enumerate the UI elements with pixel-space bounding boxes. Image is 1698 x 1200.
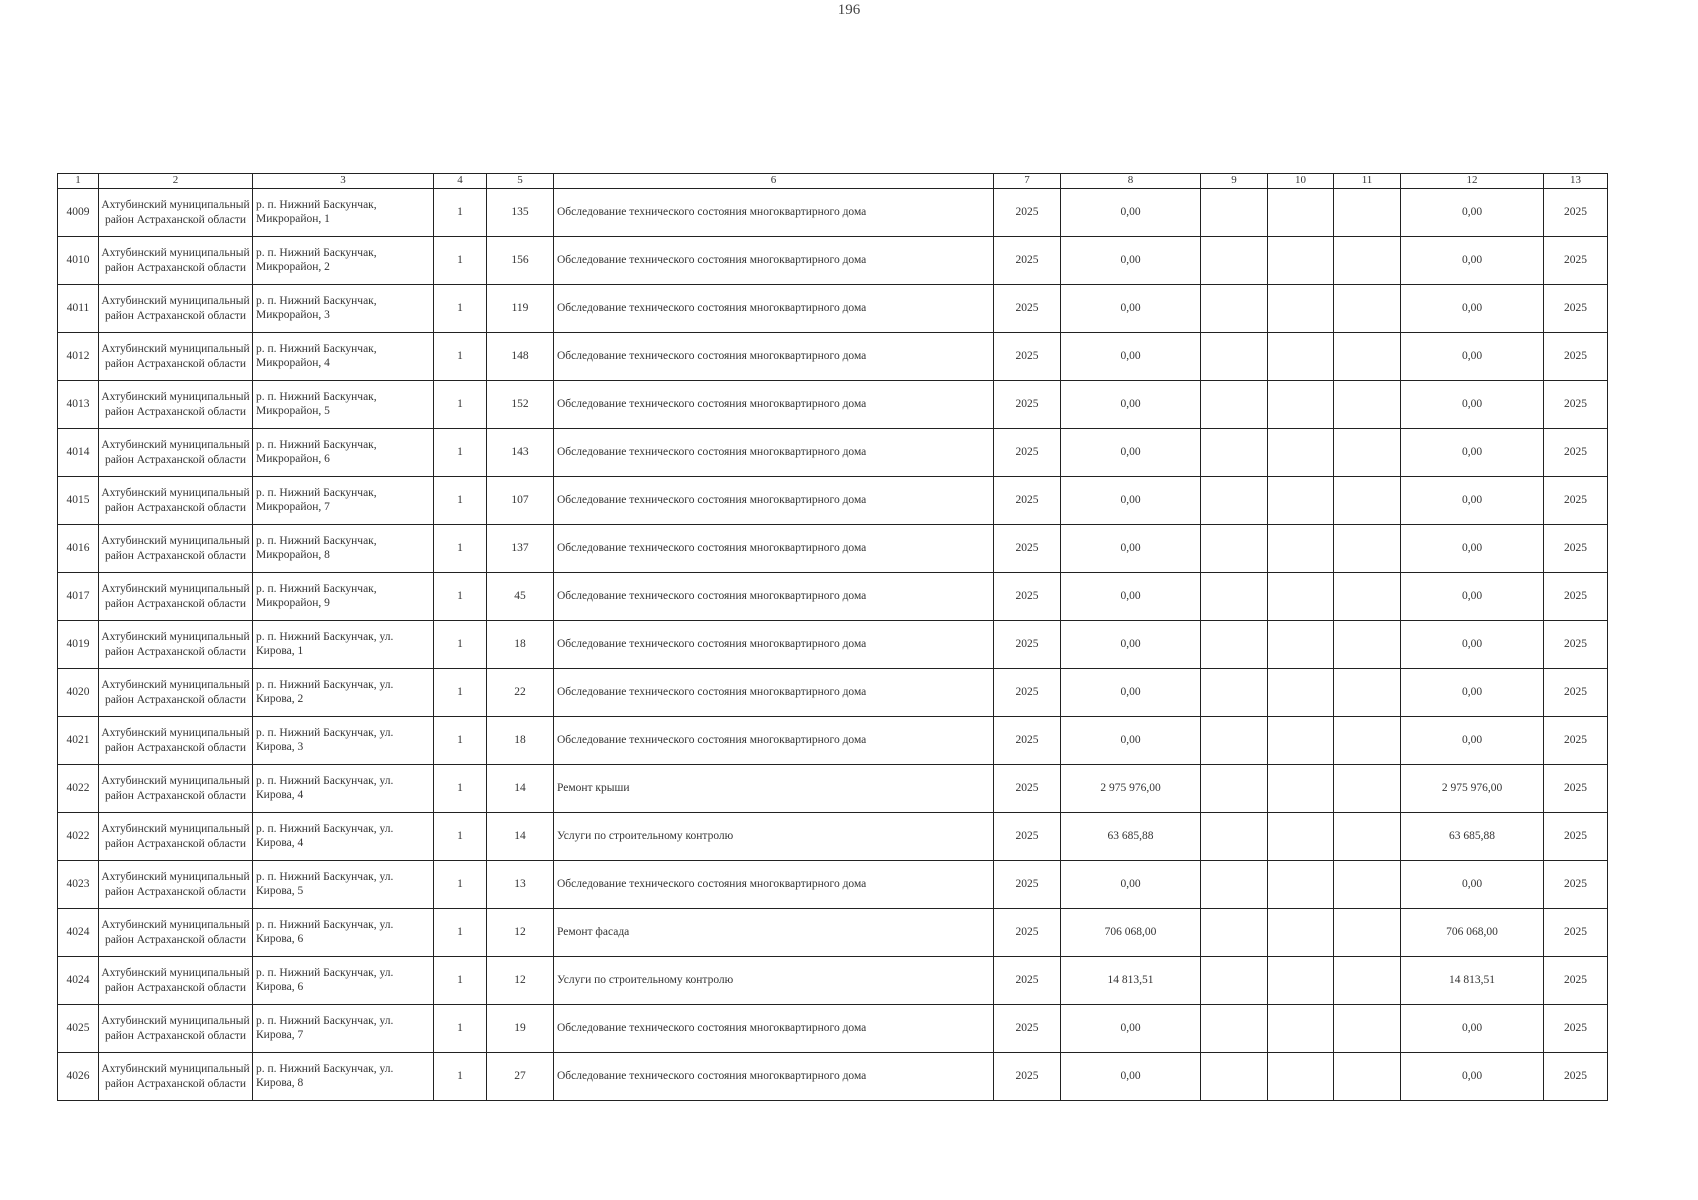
table-row <box>58 669 1608 717</box>
municipality-cell: Ахтубинский муниципальный район Астраханской области <box>99 573 253 621</box>
row-id-cell: 4010 <box>58 237 99 285</box>
column-13-cell: 2025 <box>1544 621 1608 669</box>
address-cell: р. п. Нижний Баскунчак, ул. Кирова, 4 <box>253 813 434 861</box>
column-number-header: 9 <box>1201 174 1268 189</box>
column-12-cell: 0,00 <box>1401 429 1544 477</box>
address-cell: р. п. Нижний Баскунчак, ул. Кирова, 4 <box>253 765 434 813</box>
year-cell: 2025 <box>994 573 1061 621</box>
year-cell: 2025 <box>994 237 1061 285</box>
column-9-cell <box>1201 525 1268 573</box>
work-type-cell: Обследование технического состояния многоквартирного дома <box>554 333 994 381</box>
work-type-cell: Обследование технического состояния многоквартирного дома <box>554 573 994 621</box>
column-12-cell: 0,00 <box>1401 189 1544 237</box>
row-id-cell: 4017 <box>58 573 99 621</box>
municipality-cell: Ахтубинский муниципальный район Астраханской области <box>99 957 253 1005</box>
address-cell: р. п. Нижний Баскунчак, Микрорайон, 1 <box>253 189 434 237</box>
column-number-header: 4 <box>434 174 487 189</box>
column-4-cell: 1 <box>434 429 487 477</box>
municipality-cell: Ахтубинский муниципальный район Астраханской области <box>99 669 253 717</box>
column-number-row <box>58 174 1608 189</box>
table-row <box>58 333 1608 381</box>
column-5-cell: 22 <box>487 669 554 717</box>
column-9-cell <box>1201 957 1268 1005</box>
cost-cell: 0,00 <box>1061 525 1201 573</box>
year-cell: 2025 <box>994 717 1061 765</box>
table-row <box>58 621 1608 669</box>
work-type-cell: Обследование технического состояния многоквартирного дома <box>554 861 994 909</box>
column-11-cell <box>1334 237 1401 285</box>
column-11-cell <box>1334 1005 1401 1053</box>
row-id-cell: 4011 <box>58 285 99 333</box>
column-11-cell <box>1334 573 1401 621</box>
table-row <box>58 909 1608 957</box>
column-4-cell: 1 <box>434 1005 487 1053</box>
column-4-cell: 1 <box>434 765 487 813</box>
column-10-cell <box>1268 237 1334 285</box>
year-cell: 2025 <box>994 285 1061 333</box>
municipality-cell: Ахтубинский муниципальный район Астраханской области <box>99 717 253 765</box>
address-cell: р. п. Нижний Баскунчак, Микрорайон, 3 <box>253 285 434 333</box>
year-cell: 2025 <box>994 189 1061 237</box>
municipality-cell: Ахтубинский муниципальный район Астраханской области <box>99 525 253 573</box>
column-11-cell <box>1334 1053 1401 1101</box>
cost-cell: 0,00 <box>1061 1053 1201 1101</box>
work-type-cell: Обследование технического состояния многоквартирного дома <box>554 669 994 717</box>
column-9-cell <box>1201 333 1268 381</box>
column-9-cell <box>1201 717 1268 765</box>
column-12-cell: 0,00 <box>1401 1053 1544 1101</box>
column-10-cell <box>1268 189 1334 237</box>
year-cell: 2025 <box>994 957 1061 1005</box>
municipality-cell: Ахтубинский муниципальный район Астраханской области <box>99 1053 253 1101</box>
column-5-cell: 12 <box>487 909 554 957</box>
column-13-cell: 2025 <box>1544 717 1608 765</box>
column-11-cell <box>1334 909 1401 957</box>
year-cell: 2025 <box>994 381 1061 429</box>
column-4-cell: 1 <box>434 861 487 909</box>
table-row <box>58 765 1608 813</box>
row-id-cell: 4016 <box>58 525 99 573</box>
work-type-cell: Обследование технического состояния многоквартирного дома <box>554 1005 994 1053</box>
address-cell: р. п. Нижний Баскунчак, ул. Кирова, 5 <box>253 861 434 909</box>
cost-cell: 0,00 <box>1061 429 1201 477</box>
address-cell: р. п. Нижний Баскунчак, ул. Кирова, 6 <box>253 957 434 1005</box>
column-12-cell: 706 068,00 <box>1401 909 1544 957</box>
column-11-cell <box>1334 765 1401 813</box>
column-11-cell <box>1334 333 1401 381</box>
work-type-cell: Обследование технического состояния многоквартирного дома <box>554 429 994 477</box>
column-9-cell <box>1201 621 1268 669</box>
column-5-cell: 135 <box>487 189 554 237</box>
address-cell: р. п. Нижний Баскунчак, ул. Кирова, 7 <box>253 1005 434 1053</box>
column-12-cell: 0,00 <box>1401 285 1544 333</box>
column-11-cell <box>1334 525 1401 573</box>
column-9-cell <box>1201 1005 1268 1053</box>
work-type-cell: Обследование технического состояния многоквартирного дома <box>554 285 994 333</box>
column-11-cell <box>1334 621 1401 669</box>
column-9-cell <box>1201 381 1268 429</box>
column-12-cell: 0,00 <box>1401 381 1544 429</box>
column-10-cell <box>1268 429 1334 477</box>
row-id-cell: 4020 <box>58 669 99 717</box>
column-10-cell <box>1268 909 1334 957</box>
column-13-cell: 2025 <box>1544 333 1608 381</box>
row-id-cell: 4012 <box>58 333 99 381</box>
table-row <box>58 861 1608 909</box>
column-11-cell <box>1334 285 1401 333</box>
column-11-cell <box>1334 477 1401 525</box>
column-9-cell <box>1201 861 1268 909</box>
column-number-header: 6 <box>554 174 994 189</box>
year-cell: 2025 <box>994 477 1061 525</box>
column-4-cell: 1 <box>434 477 487 525</box>
column-12-cell: 0,00 <box>1401 573 1544 621</box>
column-13-cell: 2025 <box>1544 189 1608 237</box>
column-5-cell: 156 <box>487 237 554 285</box>
column-4-cell: 1 <box>434 285 487 333</box>
table-row <box>58 477 1608 525</box>
address-cell: р. п. Нижний Баскунчак, ул. Кирова, 8 <box>253 1053 434 1101</box>
year-cell: 2025 <box>994 429 1061 477</box>
column-number-header: 11 <box>1334 174 1401 189</box>
cost-cell: 706 068,00 <box>1061 909 1201 957</box>
column-10-cell <box>1268 525 1334 573</box>
year-cell: 2025 <box>994 669 1061 717</box>
table-row <box>58 573 1608 621</box>
address-cell: р. п. Нижний Баскунчак, Микрорайон, 7 <box>253 477 434 525</box>
row-id-cell: 4022 <box>58 765 99 813</box>
municipality-cell: Ахтубинский муниципальный район Астраханской области <box>99 813 253 861</box>
year-cell: 2025 <box>994 1053 1061 1101</box>
column-9-cell <box>1201 909 1268 957</box>
column-10-cell <box>1268 861 1334 909</box>
cost-cell: 0,00 <box>1061 237 1201 285</box>
column-11-cell <box>1334 717 1401 765</box>
column-12-cell: 0,00 <box>1401 621 1544 669</box>
column-9-cell <box>1201 477 1268 525</box>
column-5-cell: 45 <box>487 573 554 621</box>
column-13-cell: 2025 <box>1544 477 1608 525</box>
column-5-cell: 119 <box>487 285 554 333</box>
column-10-cell <box>1268 285 1334 333</box>
table-row <box>58 1053 1608 1101</box>
cost-cell: 0,00 <box>1061 717 1201 765</box>
column-13-cell: 2025 <box>1544 957 1608 1005</box>
column-9-cell <box>1201 1053 1268 1101</box>
table-row <box>58 237 1608 285</box>
column-5-cell: 18 <box>487 717 554 765</box>
row-id-cell: 4024 <box>58 957 99 1005</box>
column-4-cell: 1 <box>434 189 487 237</box>
year-cell: 2025 <box>994 333 1061 381</box>
row-id-cell: 4009 <box>58 189 99 237</box>
municipality-cell: Ахтубинский муниципальный район Астраханской области <box>99 381 253 429</box>
municipality-cell: Ахтубинский муниципальный район Астраханской области <box>99 861 253 909</box>
column-number-header: 2 <box>99 174 253 189</box>
cost-cell: 2 975 976,00 <box>1061 765 1201 813</box>
year-cell: 2025 <box>994 621 1061 669</box>
column-number-header: 7 <box>994 174 1061 189</box>
address-cell: р. п. Нижний Баскунчак, Микрорайон, 6 <box>253 429 434 477</box>
address-cell: р. п. Нижний Баскунчак, Микрорайон, 2 <box>253 237 434 285</box>
cost-cell: 63 685,88 <box>1061 813 1201 861</box>
column-10-cell <box>1268 717 1334 765</box>
year-cell: 2025 <box>994 909 1061 957</box>
register-table <box>57 173 1608 1101</box>
column-12-cell: 0,00 <box>1401 525 1544 573</box>
municipality-cell: Ахтубинский муниципальный район Астраханской области <box>99 189 253 237</box>
column-4-cell: 1 <box>434 333 487 381</box>
cost-cell: 0,00 <box>1061 573 1201 621</box>
column-5-cell: 12 <box>487 957 554 1005</box>
column-4-cell: 1 <box>434 237 487 285</box>
year-cell: 2025 <box>994 1005 1061 1053</box>
municipality-cell: Ахтубинский муниципальный район Астраханской области <box>99 477 253 525</box>
table-row <box>58 957 1608 1005</box>
column-12-cell: 0,00 <box>1401 477 1544 525</box>
table-body <box>58 189 1608 1101</box>
column-5-cell: 14 <box>487 813 554 861</box>
column-4-cell: 1 <box>434 525 487 573</box>
column-11-cell <box>1334 957 1401 1005</box>
municipality-cell: Ахтубинский муниципальный район Астраханской области <box>99 621 253 669</box>
column-4-cell: 1 <box>434 621 487 669</box>
work-type-cell: Ремонт крыши <box>554 765 994 813</box>
column-5-cell: 27 <box>487 1053 554 1101</box>
column-12-cell: 0,00 <box>1401 1005 1544 1053</box>
column-13-cell: 2025 <box>1544 429 1608 477</box>
municipality-cell: Ахтубинский муниципальный район Астраханской области <box>99 333 253 381</box>
row-id-cell: 4019 <box>58 621 99 669</box>
column-11-cell <box>1334 813 1401 861</box>
work-type-cell: Обследование технического состояния многоквартирного дома <box>554 525 994 573</box>
column-10-cell <box>1268 477 1334 525</box>
column-13-cell: 2025 <box>1544 525 1608 573</box>
column-10-cell <box>1268 1053 1334 1101</box>
table-row <box>58 1005 1608 1053</box>
address-cell: р. п. Нижний Баскунчак, Микрорайон, 9 <box>253 573 434 621</box>
column-5-cell: 19 <box>487 1005 554 1053</box>
year-cell: 2025 <box>994 861 1061 909</box>
column-9-cell <box>1201 669 1268 717</box>
column-4-cell: 1 <box>434 957 487 1005</box>
column-5-cell: 107 <box>487 477 554 525</box>
municipality-cell: Ахтубинский муниципальный район Астраханской области <box>99 909 253 957</box>
cost-cell: 0,00 <box>1061 1005 1201 1053</box>
municipality-cell: Ахтубинский муниципальный район Астраханской области <box>99 1005 253 1053</box>
column-13-cell: 2025 <box>1544 861 1608 909</box>
column-10-cell <box>1268 381 1334 429</box>
column-12-cell: 2 975 976,00 <box>1401 765 1544 813</box>
column-9-cell <box>1201 237 1268 285</box>
address-cell: р. п. Нижний Баскунчак, ул. Кирова, 6 <box>253 909 434 957</box>
column-13-cell: 2025 <box>1544 909 1608 957</box>
table-row <box>58 717 1608 765</box>
column-4-cell: 1 <box>434 381 487 429</box>
column-13-cell: 2025 <box>1544 285 1608 333</box>
work-type-cell: Обследование технического состояния многоквартирного дома <box>554 1053 994 1101</box>
address-cell: р. п. Нижний Баскунчак, Микрорайон, 8 <box>253 525 434 573</box>
work-type-cell: Обследование технического состояния многоквартирного дома <box>554 381 994 429</box>
address-cell: р. п. Нижний Баскунчак, ул. Кирова, 1 <box>253 621 434 669</box>
table-row <box>58 813 1608 861</box>
work-type-cell: Обследование технического состояния многоквартирного дома <box>554 189 994 237</box>
column-5-cell: 14 <box>487 765 554 813</box>
column-4-cell: 1 <box>434 573 487 621</box>
column-5-cell: 137 <box>487 525 554 573</box>
column-5-cell: 143 <box>487 429 554 477</box>
column-12-cell: 0,00 <box>1401 669 1544 717</box>
column-13-cell: 2025 <box>1544 669 1608 717</box>
column-5-cell: 18 <box>487 621 554 669</box>
work-type-cell: Ремонт фасада <box>554 909 994 957</box>
row-id-cell: 4015 <box>58 477 99 525</box>
column-number-header: 12 <box>1401 174 1544 189</box>
column-number-header: 10 <box>1268 174 1334 189</box>
work-type-cell: Обследование технического состояния многоквартирного дома <box>554 477 994 525</box>
column-11-cell <box>1334 189 1401 237</box>
municipality-cell: Ахтубинский муниципальный район Астраханской области <box>99 285 253 333</box>
column-9-cell <box>1201 285 1268 333</box>
column-12-cell: 0,00 <box>1401 717 1544 765</box>
column-13-cell: 2025 <box>1544 1053 1608 1101</box>
column-11-cell <box>1334 861 1401 909</box>
row-id-cell: 4013 <box>58 381 99 429</box>
column-11-cell <box>1334 669 1401 717</box>
column-10-cell <box>1268 765 1334 813</box>
table-header <box>58 174 1608 189</box>
table-row <box>58 285 1608 333</box>
column-12-cell: 0,00 <box>1401 333 1544 381</box>
column-4-cell: 1 <box>434 717 487 765</box>
work-type-cell: Обследование технического состояния многоквартирного дома <box>554 237 994 285</box>
row-id-cell: 4022 <box>58 813 99 861</box>
table-row <box>58 429 1608 477</box>
table-row <box>58 525 1608 573</box>
column-5-cell: 148 <box>487 333 554 381</box>
column-5-cell: 13 <box>487 861 554 909</box>
column-number-header: 3 <box>253 174 434 189</box>
column-10-cell <box>1268 573 1334 621</box>
cost-cell: 0,00 <box>1061 477 1201 525</box>
cost-cell: 0,00 <box>1061 189 1201 237</box>
row-id-cell: 4023 <box>58 861 99 909</box>
column-13-cell: 2025 <box>1544 1005 1608 1053</box>
cost-cell: 14 813,51 <box>1061 957 1201 1005</box>
column-number-header: 13 <box>1544 174 1608 189</box>
year-cell: 2025 <box>994 765 1061 813</box>
column-4-cell: 1 <box>434 909 487 957</box>
work-type-cell: Услуги по строительному контролю <box>554 813 994 861</box>
column-10-cell <box>1268 813 1334 861</box>
work-type-cell: Обследование технического состояния многоквартирного дома <box>554 621 994 669</box>
address-cell: р. п. Нижний Баскунчак, Микрорайон, 4 <box>253 333 434 381</box>
column-13-cell: 2025 <box>1544 381 1608 429</box>
column-9-cell <box>1201 765 1268 813</box>
column-10-cell <box>1268 621 1334 669</box>
column-4-cell: 1 <box>434 1053 487 1101</box>
column-12-cell: 0,00 <box>1401 237 1544 285</box>
cost-cell: 0,00 <box>1061 669 1201 717</box>
address-cell: р. п. Нижний Баскунчак, ул. Кирова, 2 <box>253 669 434 717</box>
year-cell: 2025 <box>994 813 1061 861</box>
row-id-cell: 4021 <box>58 717 99 765</box>
column-11-cell <box>1334 429 1401 477</box>
column-13-cell: 2025 <box>1544 237 1608 285</box>
year-cell: 2025 <box>994 525 1061 573</box>
table-row <box>58 189 1608 237</box>
row-id-cell: 4026 <box>58 1053 99 1101</box>
column-4-cell: 1 <box>434 669 487 717</box>
column-number-header: 1 <box>58 174 99 189</box>
column-13-cell: 2025 <box>1544 765 1608 813</box>
column-12-cell: 0,00 <box>1401 861 1544 909</box>
column-12-cell: 63 685,88 <box>1401 813 1544 861</box>
cost-cell: 0,00 <box>1061 285 1201 333</box>
row-id-cell: 4024 <box>58 909 99 957</box>
municipality-cell: Ахтубинский муниципальный район Астраханской области <box>99 765 253 813</box>
column-4-cell: 1 <box>434 813 487 861</box>
municipality-cell: Ахтубинский муниципальный район Астраханской области <box>99 429 253 477</box>
column-12-cell: 14 813,51 <box>1401 957 1544 1005</box>
cost-cell: 0,00 <box>1061 381 1201 429</box>
column-13-cell: 2025 <box>1544 813 1608 861</box>
cost-cell: 0,00 <box>1061 333 1201 381</box>
column-13-cell: 2025 <box>1544 573 1608 621</box>
column-9-cell <box>1201 189 1268 237</box>
address-cell: р. п. Нижний Баскунчак, Микрорайон, 5 <box>253 381 434 429</box>
row-id-cell: 4025 <box>58 1005 99 1053</box>
column-9-cell <box>1201 813 1268 861</box>
municipality-cell: Ахтубинский муниципальный район Астраханской области <box>99 237 253 285</box>
table-row <box>58 381 1608 429</box>
cost-cell: 0,00 <box>1061 621 1201 669</box>
column-10-cell <box>1268 669 1334 717</box>
column-number-header: 5 <box>487 174 554 189</box>
column-10-cell <box>1268 957 1334 1005</box>
column-10-cell <box>1268 1005 1334 1053</box>
work-type-cell: Обследование технического состояния многоквартирного дома <box>554 717 994 765</box>
column-9-cell <box>1201 429 1268 477</box>
cost-cell: 0,00 <box>1061 861 1201 909</box>
page-number: 196 <box>837 2 861 18</box>
column-10-cell <box>1268 333 1334 381</box>
work-type-cell: Услуги по строительному контролю <box>554 957 994 1005</box>
row-id-cell: 4014 <box>58 429 99 477</box>
column-9-cell <box>1201 573 1268 621</box>
column-11-cell <box>1334 381 1401 429</box>
column-number-header: 8 <box>1061 174 1201 189</box>
address-cell: р. п. Нижний Баскунчак, ул. Кирова, 3 <box>253 717 434 765</box>
column-5-cell: 152 <box>487 381 554 429</box>
